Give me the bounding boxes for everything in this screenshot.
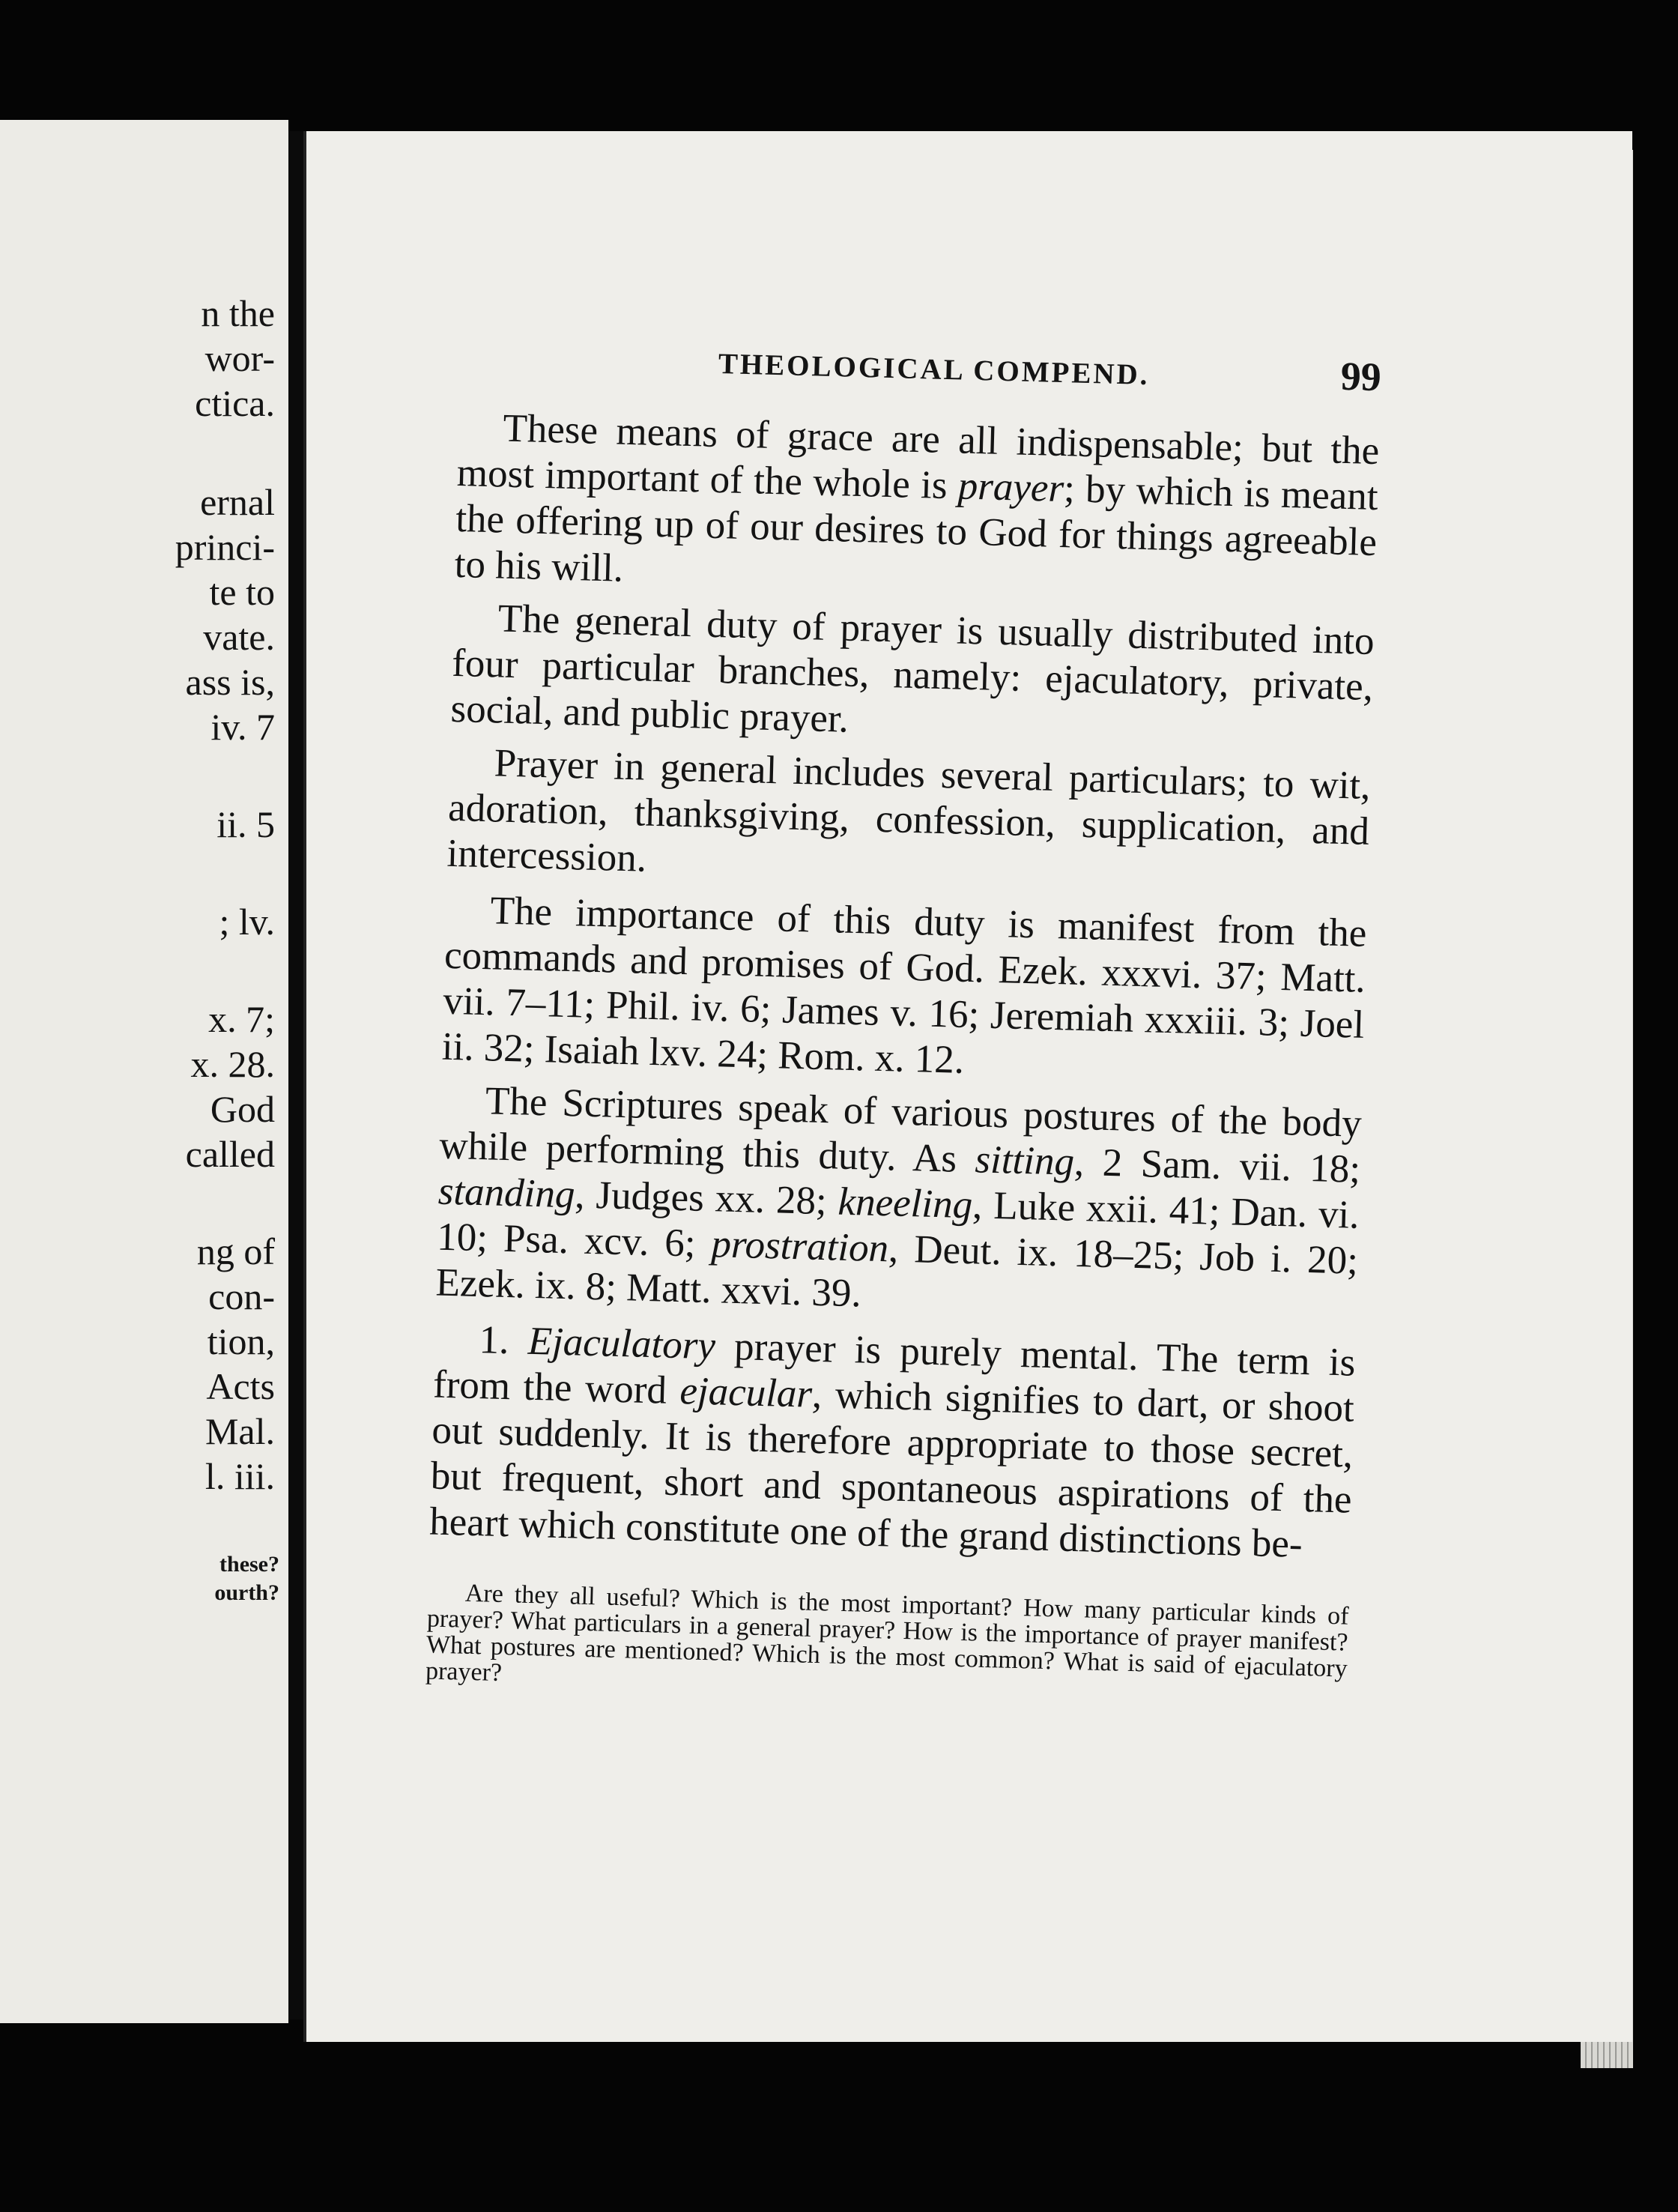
text-run: , Judges xx. 28;: [574, 1173, 839, 1224]
italic-term: ejacular: [679, 1369, 813, 1416]
italic-term: standing: [437, 1169, 576, 1217]
paragraph-2: [450, 595, 1375, 756]
study-questions-footnote: Are they all useful? Which is the most important? How many particular kinds of prayer? What particulars in a general prayer? How is the importance of prayer manifest? What postures are mentioned? Which is the most common? What is said of ejaculatory prayer?: [425, 1579, 1349, 1687]
body-text: [429, 405, 1380, 1569]
paragraph-1: [454, 405, 1380, 611]
italic-term: sitting: [974, 1137, 1075, 1184]
paragraph-5: [435, 1078, 1363, 1330]
text-run: Prayer in general includes several particulars; to wit, adoration, thanksgiving, confession, supplication, and intercession.: [446, 741, 1372, 880]
left-page-fragment: ctica.: [195, 382, 275, 424]
left-page-fragment: iv. 7: [210, 706, 275, 748]
paragraph-3: [446, 740, 1371, 901]
left-page-fragment: ass is,: [185, 661, 275, 703]
text-run: ; by which is meant the offering up of our desires to God for things agreeable to his will.: [454, 467, 1379, 590]
left-page-fragment: Acts: [206, 1365, 275, 1407]
left-page-fragment: wor-: [205, 337, 275, 379]
left-page: [0, 120, 288, 2023]
italic-term: prostration: [710, 1222, 889, 1271]
left-page-footnote-fragment: these?: [219, 1552, 279, 1577]
left-page-fragment: God: [210, 1088, 275, 1130]
text-run: The Scriptures speak of various postures of the body while performing this duty. As: [438, 1079, 1363, 1182]
left-page-fragment: x. 7;: [208, 998, 275, 1040]
left-page-fragment: l. iii.: [205, 1455, 275, 1497]
running-head: THEOLOGICAL COMPEND.: [718, 348, 1151, 392]
text-run: These means of grace are all indispensable; but the most important of the whole is: [456, 406, 1380, 508]
text-run: , 2 Sam. vii. 18;: [1073, 1140, 1361, 1191]
paragraph-6: [429, 1317, 1357, 1569]
text-run: The general duty of prayer is usually distributed into four particular branches, namely: ejaculatory, private, social, and public prayer.: [449, 596, 1375, 741]
left-page-fragment: tion,: [207, 1320, 275, 1362]
left-page-fragment: princi-: [175, 526, 275, 568]
left-page-fragment: ii. 5: [216, 803, 275, 845]
text-run: , which signifies to dart, or shoot out suddenly. It is therefore appropriate to those secret, but frequent, short and spontaneous aspirations of the heart which constitute one of the grand distinctions be-: [428, 1372, 1355, 1566]
italic-term: prayer: [957, 464, 1064, 511]
book-gutter: [288, 131, 305, 2019]
left-page-footnote-fragment: ourth?: [214, 1580, 279, 1605]
text-run: , Deut. ix. 18–25; Job i. 20; Ezek. ix. 8; Matt. xxvi. 39.: [434, 1227, 1359, 1316]
left-page-fragment: n the: [201, 292, 275, 334]
left-page-fragment: te to: [209, 571, 275, 613]
text-run: 1.: [478, 1318, 529, 1363]
text-run: The importance of this duty is manifest from the commands and promises of God. Ezek. xxxvi. 37; Matt. vii. 7–11; Phil. iv. 6; James v. 16; Jeremiah xxxiii. 3; Joel ii. 32; Isaiah lxv. 24; Rom. x. 12.: [441, 889, 1368, 1082]
text-run: prayer is purely mental. The term is from the word: [432, 1324, 1357, 1413]
left-page-fragment: con-: [208, 1275, 275, 1317]
text-run: , Luke xxii. 41; Dan. vi. 10; Psa. xcv. 6;: [436, 1183, 1360, 1266]
italic-term: kneeling: [837, 1179, 973, 1227]
left-page-fragment: ernal: [200, 481, 275, 523]
page-number: 99: [1340, 353, 1382, 400]
left-page-fragment: ; lv.: [219, 901, 275, 943]
page-content: [425, 330, 1382, 1708]
left-page-fragment: ng of: [196, 1230, 275, 1272]
italic-term: Ejaculatory: [527, 1319, 716, 1368]
left-page-text-fragments: [0, 120, 288, 2023]
left-page-fragment: Mal.: [205, 1410, 275, 1452]
left-page-fragment: vate.: [203, 616, 275, 658]
left-page-fragment: x. 28.: [190, 1043, 275, 1085]
paragraph-4: [441, 887, 1367, 1094]
left-page-fragment: called: [185, 1133, 275, 1175]
